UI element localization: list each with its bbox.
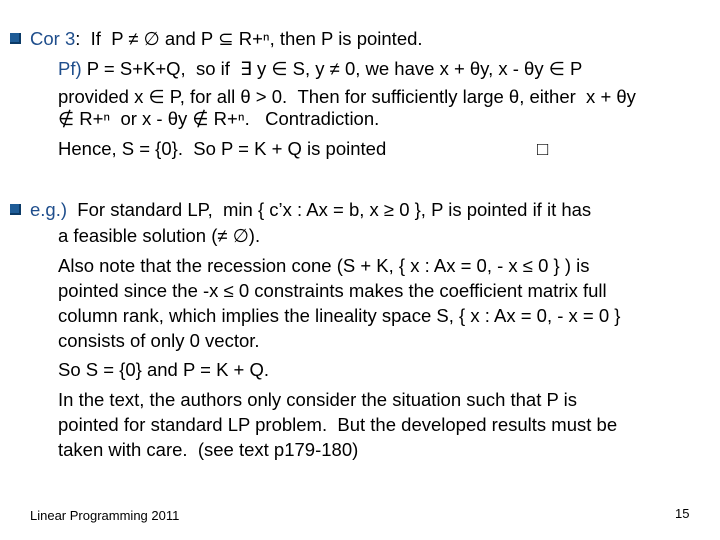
example-label: e.g.) [30,199,68,220]
example-line-3: Also note that the recession cone (S + K, { x : Ax = 0, - x ≤ 0 } ) is [58,255,590,276]
footer-course: Linear Programming 2011 [30,508,180,523]
example-line-9: pointed for standard LP problem. But the developed results must be [58,414,618,435]
qed-symbol: □ [537,138,549,159]
proof-line-1 [58,58,582,80]
bullet-icon [10,33,21,44]
example-line-4: pointed since the -x ≤ 0 constraints makes the coefficient matrix full [58,280,607,301]
proof-text-1: P = S+K+Q, so if ∃ y ∈ S, y ≠ 0, we have x + θy, x - θy ∈ P [81,58,583,79]
example-line-1 [30,199,591,221]
proof-line-3: ∉ R+ⁿ or x - θy ∉ R+ⁿ. Contradiction. [58,108,380,129]
example-line-7: So S = {0} and P = K + Q. [58,359,270,380]
example-line-6: consists of only 0 vector. [58,330,260,351]
proof-line-2: provided x ∈ P, for all θ > 0. Then for sufficiently large θ, either x + θy [58,86,636,107]
corollary-label: Cor 3 [30,28,76,49]
example-text-1: For standard LP, min { c’x : Ax = b, x ≥ 0 }, P is pointed if it has [67,199,592,220]
corollary-statement: : If P ≠ ∅ and P ⊆ R+ⁿ, then P is pointed. [75,28,423,49]
proof-label: Pf) [58,58,82,79]
proof-line-4: Hence, S = {0}. So P = K + Q is pointed [58,138,387,159]
example-line-2: a feasible solution (≠ ∅). [58,225,261,246]
example-line-10: taken with care. (see text p179-180) [58,439,359,460]
page-number: 15 [675,506,690,521]
example-line-5: column rank, which implies the lineality space S, { x : Ax = 0, - x = 0 } [58,305,621,326]
bullet-icon [10,204,21,215]
corollary-heading [30,28,423,50]
example-line-8: In the text, the authors only consider the situation such that P is [58,389,577,410]
